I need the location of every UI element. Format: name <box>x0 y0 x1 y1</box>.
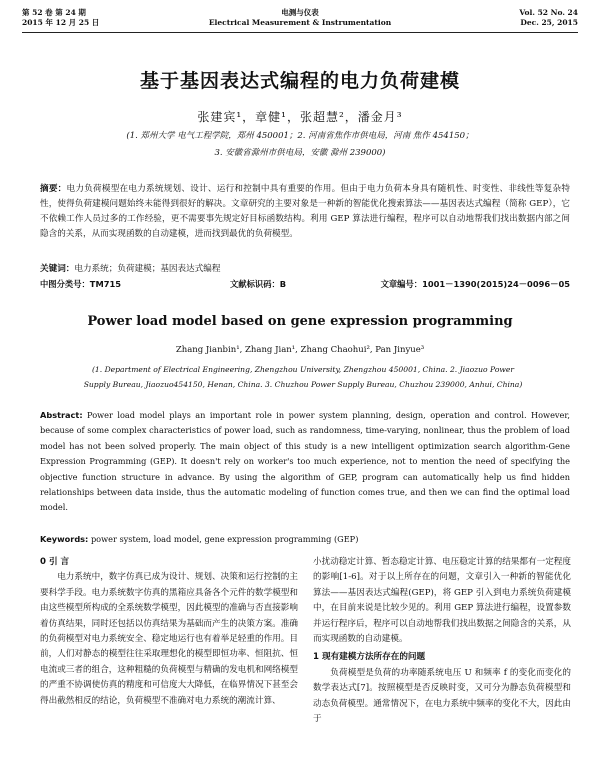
clc-number: 中图分类号：TM715 <box>40 279 122 289</box>
paper-title-en: Power load model based on gene expression programming <box>87 314 513 329</box>
affiliations-cn <box>40 128 560 162</box>
journal-name <box>22 8 578 28</box>
affiliations-en <box>48 362 558 392</box>
body-paragraph: 小扰动稳定计算、暂态稳定计算、电压稳定计算的结果都有一定程度的影响[1-6]。对于以上所存在的问题，文章引入一种新的智能优化算法——基因表达式编程(GEP)，将 GEP 引入到电力系统负荷建模中，在目前来说是比较少见的。利用 GEP 算法进行编程，设置参数并运行程序后，程序可以自动地帮我们找出数据之间隐含的关系，从而实现函数的自动建模。 <box>313 557 571 645</box>
affiliation-cn-line: (1. 郑州大学 电气工程学院，郑州 450001；2. 河南省焦作市供电局，河南 焦作 454150； <box>126 131 474 141</box>
affiliation-en-line: (1. Department of Electrical Engineering, Zhengzhou University, Zhengzhou 450001, China. 2. Jiaozuo Power <box>91 365 515 374</box>
journal-name-cn: 电测与仪表 <box>281 8 319 17</box>
paper-title-cn: 基于基因表达式编程的电力负荷建模 <box>139 70 460 92</box>
body-column-right <box>313 555 571 727</box>
authors-en: Zhang Jianbin¹, Zhang Jian¹, Zhang Chaohui², Pan Jinyue³ <box>175 345 425 355</box>
keywords-cn <box>40 262 570 277</box>
abstract-en-label: Abstract: <box>40 410 83 420</box>
abstract-en-text: Power load model plays an important role in power system planning, design, operation and control. However, because of some complex characteristics of power load, such as randomness, time-varying, nonlinear, thus the problem of load model has not been solved properly. The main object of this study is a new intelligent optimization search algorithm-Gene Expression Programming (GEP). It doesn't rely on worker's too much experience, not to mention the need of specifying the objective function structure in advance. By using the algorithm of GEP, program can automatically help us find hidden relationships between data inside, thus the automatic modeling of function comes true, and then we can find the optimal load model. <box>40 410 570 513</box>
article-number: 文章编号：1001－1390(2015)24－0096－05 <box>380 279 570 289</box>
body-paragraph: 负荷模型是负荷的功率随系统电压 U 和频率 f 的变化而变化的数学表达式[7]。按照模型是否反映时变，又可分为静态负荷模型和动态负荷模型。通常情况下，在电力系统中频率的变化不大，因此由于 <box>313 667 571 725</box>
abstract-cn-text: 电力负荷模型在电力系统规划、设计、运行和控制中具有重要的作用。但由于电力负荷本身具有随机性、时变性、非线性等复杂特性，使得负荷建模问题始终未能得到很好的解决。文章研究的主要对象是一种新的智能优化搜索算法——基因表达式编程（简称 GEP），它不依赖工作人员过多的工作经验，更不需要事先规定好目标函数结构。利用 GEP 算法进行编程，程序可以自动地帮我们找出数据内部之间隐含的关系，从而实现函数的自动建模，进而找到最优的负荷模型。 <box>40 184 570 239</box>
body-paragraph: 电力系统中，数字仿真已成为设计、规划、决策和运行控制的主要科学手段。电力系统数字仿真的黑箱应具备各个元件的数学模型和由这些模型所构成的全系统数学模型，因此模型的准确与否直接影响着仿真结果，同时还包括以仿真结果为基础而产生的决策方案。准确的负荷模型对电力系统安全、稳定地运行也有着举足轻重的作用。目前，人们对静态的模型往往采取理想化的模型即恒功率、恒阻抗、恒电流或三者的组合，这种粗糙的负荷模型与精确的发电机和网络模型的严重不协调使仿真的精度和可信度大大降低，在临界情况下甚至会得出截然相反的结论，负荷模型不准确对电力系统的潮流计算、 <box>40 572 298 706</box>
document-code: 文献标识码：B <box>230 279 287 289</box>
issue-date-en: Dec. 25, 2015 <box>520 18 578 27</box>
abstract-en <box>40 408 570 516</box>
section-heading-existing-methods: 1 现有建模方法所存在的问题 <box>313 652 426 663</box>
volume-issue-en: Vol. 52 No. 24 <box>519 8 578 17</box>
keywords-en-text: power system, load model, gene expression programming (GEP) <box>90 534 359 544</box>
volume-issue: 第 52 卷 第 24 期 <box>22 8 86 17</box>
keywords-en-label: Keywords: <box>40 534 89 544</box>
keywords-en <box>40 532 570 547</box>
journal-name-en: Electrical Measurement & Instrumentation <box>208 18 392 27</box>
section-heading-introduction: 0 引 言 <box>40 557 70 567</box>
running-header <box>22 8 578 32</box>
authors-cn: 张建宾¹，章健¹，张超慧²，潘金月³ <box>197 110 403 124</box>
keywords-cn-label: 关键词： <box>40 264 75 274</box>
journal-volume-info-en <box>519 8 578 28</box>
abstract-cn-label: 摘要： <box>40 184 67 194</box>
affiliation-en-line: Supply Bureau, Jiaozuo454150, Henan, China. 3. Chuzhou Power Supply Bureau, Chuzhou 239000, Anhui, China) <box>83 380 523 389</box>
keywords-cn-text: 电力系统；负荷建模；基因表达式编程 <box>74 264 221 274</box>
abstract-cn <box>40 182 570 242</box>
affiliation-cn-line: 3. 安徽省滁州市供电局，安徽 滁州 239000) <box>214 148 386 158</box>
header-rule <box>22 32 578 33</box>
issue-date-cn: 2015 年 12 月 25 日 <box>22 18 100 27</box>
body-column-left <box>40 555 298 709</box>
